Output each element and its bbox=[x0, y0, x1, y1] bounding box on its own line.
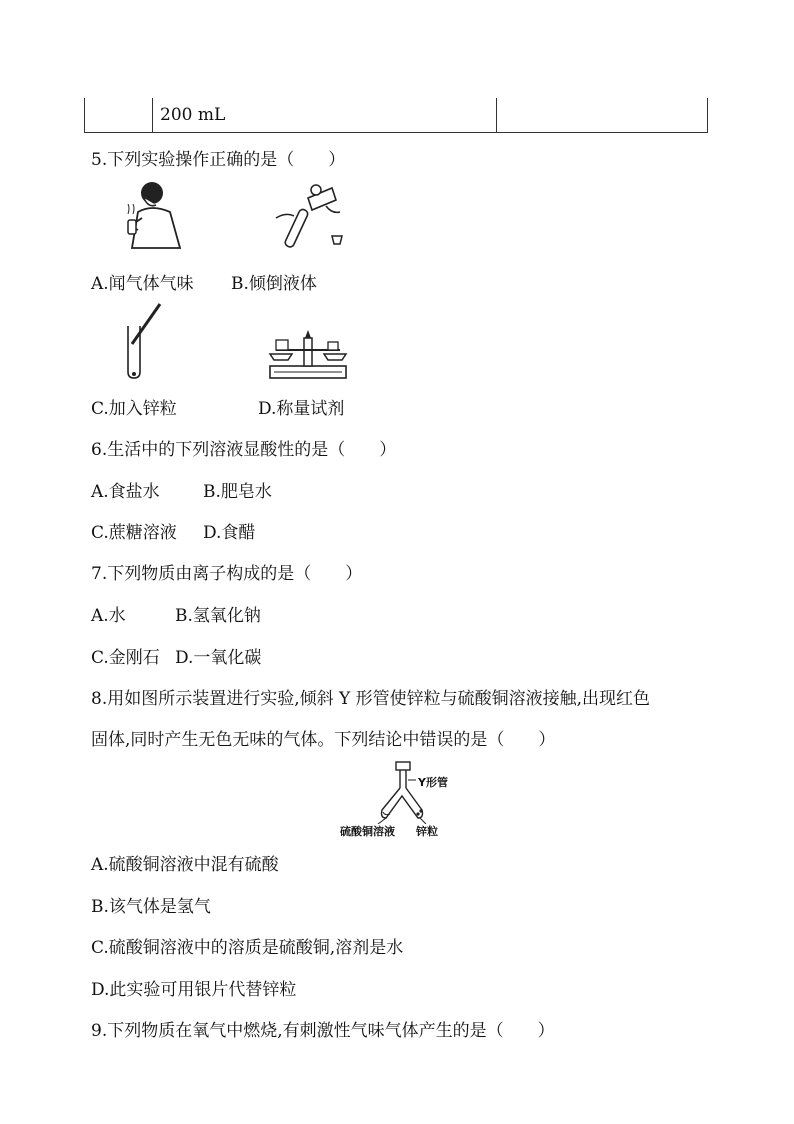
q7-stem: 7.下列物质由离子构成的是（ ） bbox=[91, 564, 363, 584]
q7-option-a: A.水 bbox=[91, 606, 126, 626]
table-fragment bbox=[84, 98, 708, 133]
q8-stem-line1: 8.用如图所示装置进行实验,倾斜 Y 形管使锌粒与硫酸铜溶液接触,出现红色 bbox=[91, 689, 651, 709]
q7-option-b: B.氢氧化钠 bbox=[175, 606, 261, 626]
q6-option-c: C.蔗糖溶液 bbox=[91, 523, 177, 543]
y-tube-label: Y形管 bbox=[418, 776, 448, 789]
q9-stem: 9.下列物质在氧气中燃烧,有刺激性气味气体产生的是（ ） bbox=[91, 1021, 555, 1041]
q6-option-d: D.食醋 bbox=[203, 523, 256, 543]
q8-option-b: B.该气体是氢气 bbox=[91, 897, 211, 917]
q6-option-b: B.肥皂水 bbox=[203, 482, 272, 502]
y-tube-figure bbox=[338, 760, 458, 838]
table-border-right bbox=[707, 98, 708, 132]
q8-option-d: D.此实验可用银片代替锌粒 bbox=[91, 980, 297, 1000]
balance-illustration bbox=[262, 324, 354, 382]
zinc-granules-label: 锌粒 bbox=[416, 825, 438, 838]
q8-option-a: A.硫酸铜溶液中混有硫酸 bbox=[91, 855, 279, 875]
q8-option-c: C.硫酸铜溶液中的溶质是硫酸铜,溶剂是水 bbox=[91, 938, 404, 958]
q5-option-a: A.闻气体气味 bbox=[91, 274, 194, 294]
q8-stem-line2: 固体,同时产生无色无味的气体。下列结论中错误的是（ ） bbox=[91, 730, 556, 750]
table-border-left bbox=[84, 98, 85, 132]
q6-option-a: A.食盐水 bbox=[91, 482, 160, 502]
q7-option-c: C.金刚石 bbox=[91, 648, 160, 668]
copper-sulfate-solution-label: 硫酸铜溶液 bbox=[340, 825, 395, 838]
pouring-liquid-illustration bbox=[270, 178, 350, 252]
q6-stem: 6.生活中的下列溶液显酸性的是（ ） bbox=[91, 440, 397, 460]
smelling-gas-illustration bbox=[118, 178, 190, 250]
q5-option-b: B.倾倒液体 bbox=[231, 274, 317, 294]
table-cell: 200 mL bbox=[160, 105, 226, 125]
adding-zinc-illustration bbox=[118, 300, 168, 380]
table-divider bbox=[496, 98, 497, 132]
q5-option-c: C.加入锌粒 bbox=[91, 399, 177, 419]
q5-option-d: D.称量试剂 bbox=[258, 399, 345, 419]
q7-option-d: D.一氧化碳 bbox=[175, 648, 262, 668]
table-divider bbox=[152, 98, 153, 132]
q5-stem: 5.下列实验操作正确的是（ ） bbox=[91, 150, 346, 170]
